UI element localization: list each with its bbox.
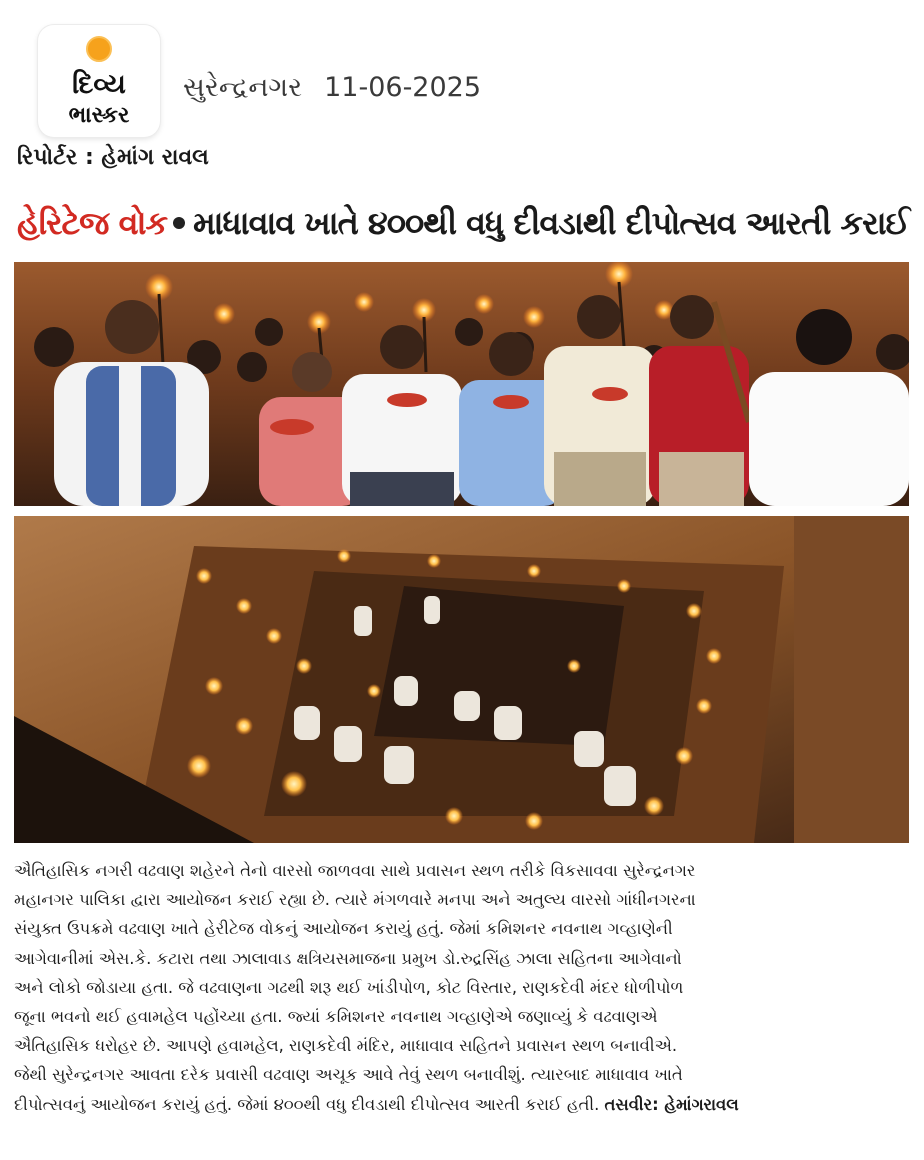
bullet-dot-icon: [173, 217, 185, 229]
article-last-line: [14, 1090, 910, 1119]
edition-line: [183, 72, 481, 104]
edition-city: સુરેન્દ્રનગર: [183, 72, 303, 103]
article-line: જૂના ભવનો થઈ હવામહેલ પહોંચ્યા હતા. જ્યાં કમિશનર નવનાથ ગવ્હાણેએ જણાવ્યું કે વઢવાણએ: [14, 1007, 658, 1027]
article-line: આગેવાનીમાં એસ.કે. કટારા તથા ઝાલાવાડ ક્ષત્રિયસમાજના પ્રમુખ ડો.રુદ્રસિંહ ઝાલા સહિતના આગેવાનો: [14, 948, 682, 968]
sun-icon: [85, 35, 113, 63]
reporter-byline: રિપોર્ટર : હેમાંગ રાવલ: [17, 145, 209, 170]
article-line: ઐતિહાસિક નગરી વઢવાણ શહેરને તેનો વારસો જાળવવા સાથે પ્રવાસન સ્થળ તરીકે વિકસાવવા સુરેન્દ્રનગર: [14, 861, 696, 880]
article-line: અને લોકો જોડાયા હતા. જે વઢવાણના ગઢથી શરૂ થઈ ખાંડીપોળ, કોટ વિસ્તાર, રાણકદેવી મંદર ધોળીપોળ: [14, 977, 684, 997]
headline-tag: હેરિટેજ વોક: [17, 203, 168, 242]
article-line: સંયુક્ત ઉપક્રમે વઢવાણ ખાતે હેરીટેજ વોકનું આયોજન કરાયું હતું. જેમાં કમિશનર નવનાથ ગવ્હાણેની: [14, 919, 673, 939]
article-line: જેથી સુરેન્દ્રનગર આવતા દરેક પ્રવાસી વઢવાણ અચૂક આવે તેવું સ્થળ બનાવીશું. ત્યારબાદ માધાવાવ ખાતે: [14, 1065, 683, 1085]
article-line: ઐતિહાસિક ધરોહર છે. આપણે હવામહેલ, રાણકદેવી મંદિર, માધાવાવ સહિતને પ્રવાસન સ્થળ બનાવીએ.: [14, 1036, 678, 1056]
logo-text-bhaskar: ભાસ્કર: [68, 103, 130, 128]
logo-text-divya: દિવ્ય: [72, 69, 126, 100]
divya-bhaskar-logo: [38, 25, 160, 137]
photo-credit: તસવીર: હેમાંગરાવલ: [604, 1094, 739, 1114]
headline: [17, 194, 917, 252]
headline-title: માધાવાવ ખાતે ૪૦૦થી વધુ દીવડાથી દીપોત્સવ આરતી કરાઈ: [193, 203, 910, 242]
edition-date: 11-06-2025: [324, 72, 482, 103]
group-with-torches-photo: [14, 262, 909, 506]
article-line: મહાનગર પાલિકા દ્વારા આયોજન કરાઈ રહ્યા છે. ત્યારે મંગળવારે મનપા અને અતુલ્ય વારસો ગાંધીનગરના: [14, 890, 696, 910]
stepwell-lamps-photo: [14, 516, 909, 843]
article-body: [14, 856, 910, 1119]
article-line: દીપોત્સવનું આયોજન કરાયું હતું. જેમાં ૪૦૦થી વધુ દીવડાથી દીપોત્સવ આરતી કરાઈ હતી.: [14, 1094, 600, 1114]
